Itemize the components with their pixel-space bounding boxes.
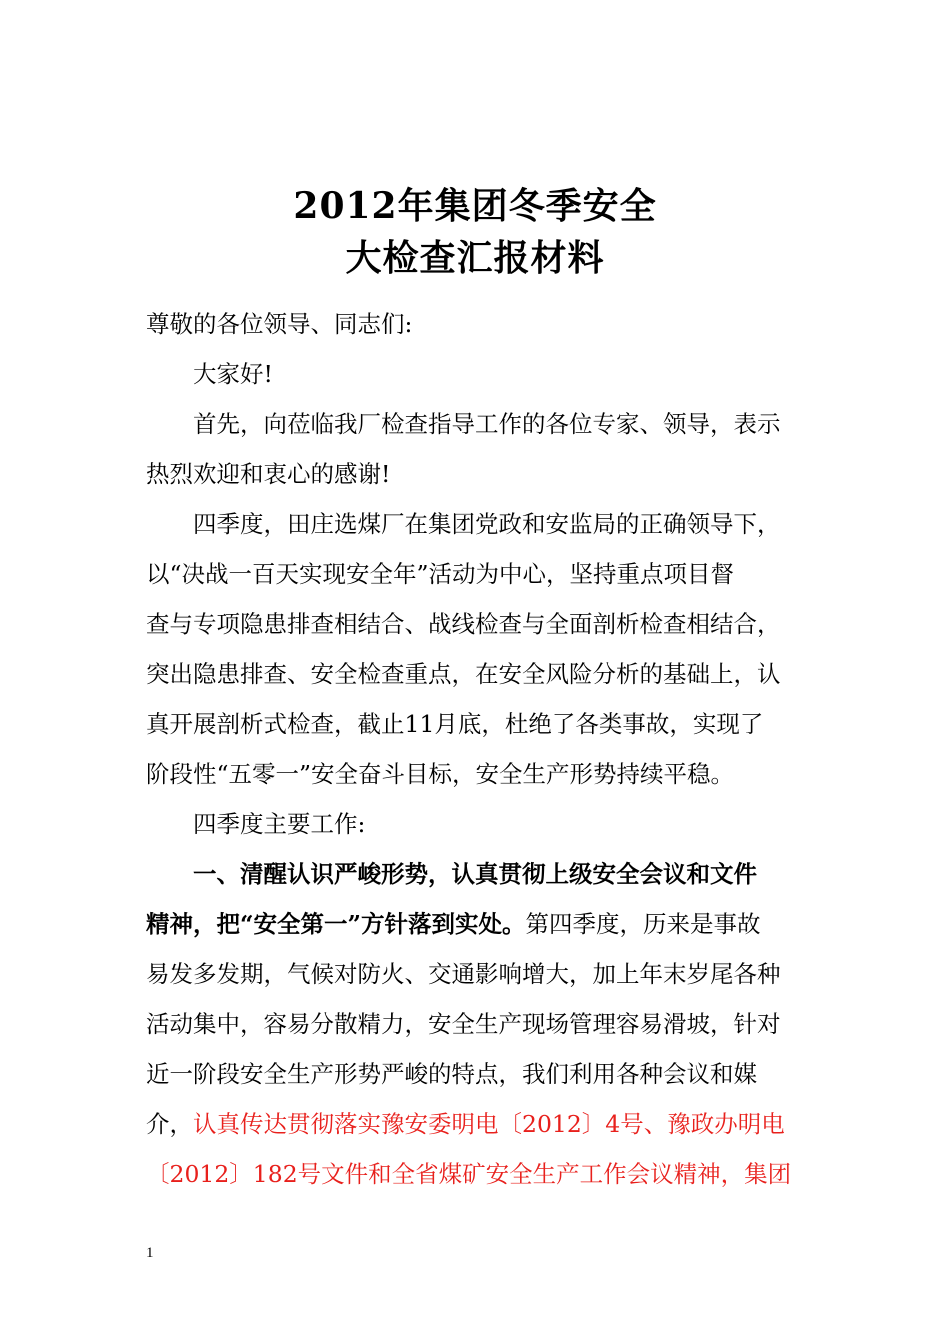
paragraph-2-line: 真开展剖析式检查，截止11月底，杜绝了各类事故，实现了: [146, 710, 764, 738]
section-1-line: 易发多发期，气候对防火、交通影响增大，加上年末岁尾各种: [146, 960, 781, 988]
paragraph-2-line: 以“决战一百天实现安全年”活动为中心，坚持重点项目督: [146, 560, 735, 588]
document-title-line-2: 大检查汇报材料: [345, 237, 605, 279]
paragraph-2-line: 查与专项隐患排查相结合、战线检查与全面剖析检查相结合，: [146, 610, 781, 638]
section-1-heading-end: 精神，把“安全第一”方针落到实处。: [146, 910, 526, 938]
section-1-text: 第四季度，历来是事故: [525, 910, 761, 938]
page-number: 1: [146, 1245, 154, 1261]
section-intro: 四季度主要工作:: [193, 810, 366, 838]
paragraph-2-line: 四季度，田庄选煤厂在集团党政和安监局的正确领导下，: [193, 510, 781, 538]
section-1-red-text: 认真传达贯彻落实豫安委明电〔2012〕4号、豫政办明电: [193, 1110, 785, 1138]
paragraph-1-line: 首先，向莅临我厂检查指导工作的各位专家、领导，表示: [193, 410, 781, 438]
salutation: 尊敬的各位领导、同志们:: [146, 310, 413, 338]
section-1-line: [146, 908, 806, 940]
paragraph-2-line: 突出隐患排查、安全检查重点，在安全风险分析的基础上，认: [146, 660, 781, 688]
section-1-text: 介，: [146, 1110, 193, 1138]
paragraph-2-line: 阶段性“五零一”安全奋斗目标，安全生产形势持续平稳。: [146, 760, 735, 788]
section-1-line: [146, 1108, 806, 1140]
document-title-line-1: 2012年集团冬季安全: [293, 185, 657, 227]
section-1-line: 活动集中，容易分散精力，安全生产现场管理容易滑坡，针对: [146, 1010, 781, 1038]
section-1-heading: 一、清醒认识严峻形势，认真贯彻上级安全会议和文件: [193, 860, 757, 888]
section-1-line: 近一阶段安全生产形势严峻的特点，我们利用各种会议和媒: [146, 1060, 757, 1088]
paragraph-1-line: 热烈欢迎和衷心的感谢!: [146, 460, 391, 488]
section-1-red-line: 〔2012〕182号文件和全省煤矿安全生产工作会议精神，集团: [146, 1160, 792, 1188]
greeting: 大家好!: [193, 360, 273, 388]
